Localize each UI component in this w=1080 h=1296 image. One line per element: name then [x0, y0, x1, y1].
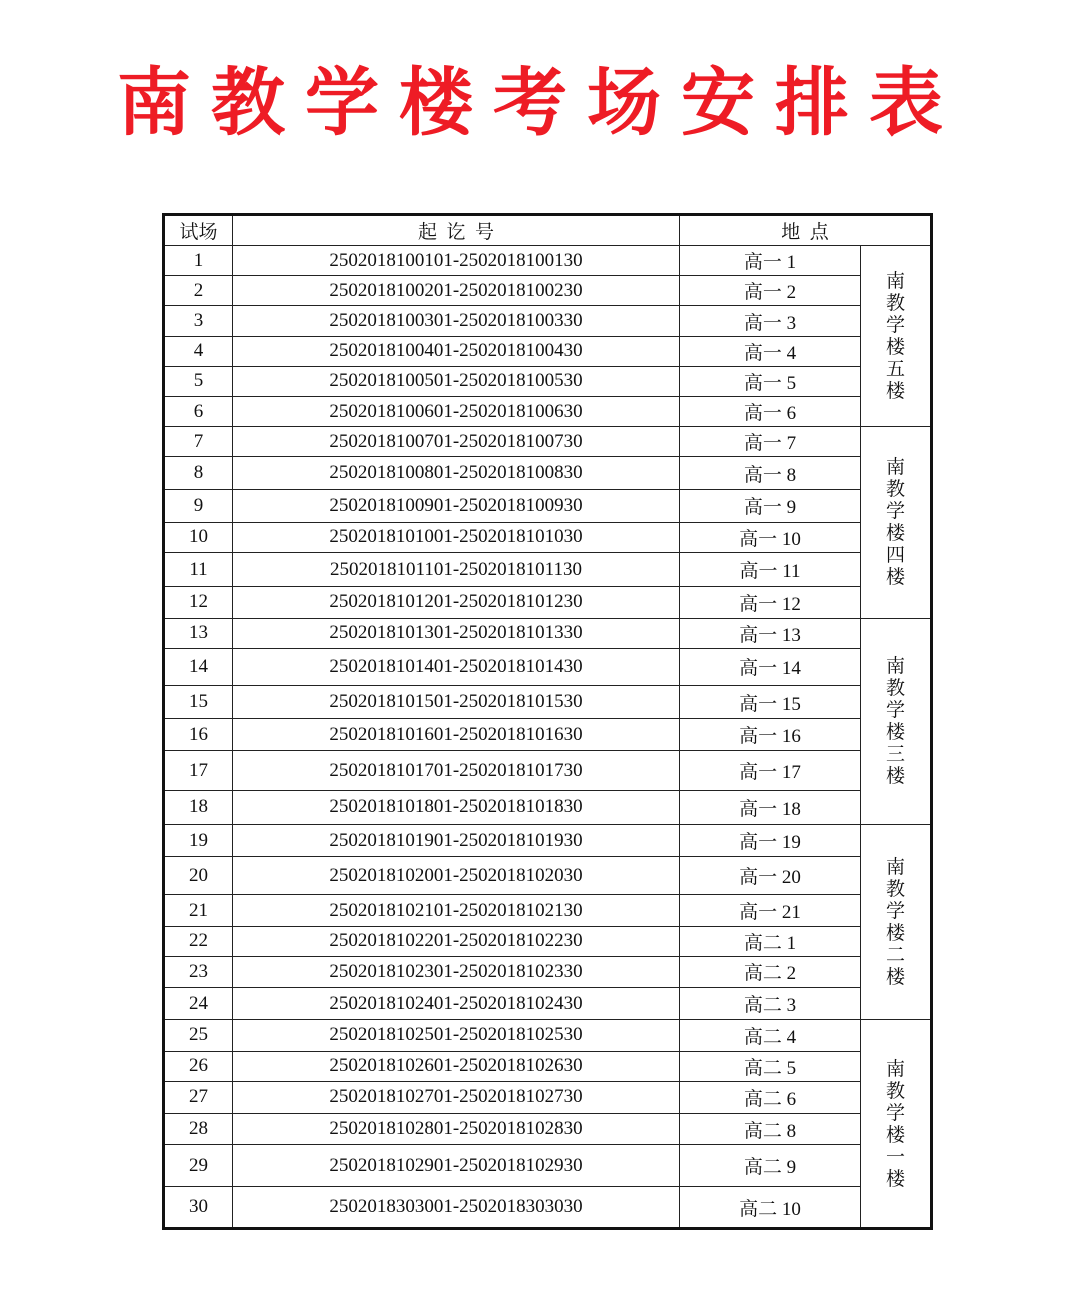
room-number-cell: 26: [164, 1051, 233, 1081]
table-row: [164, 824, 932, 856]
table-row: [164, 751, 932, 790]
classroom-cell: 高二 4: [680, 1020, 861, 1051]
candidate-range-cell: 2502018101201-2502018101230: [233, 587, 680, 618]
candidate-range-cell: 2502018102101-2502018102130: [233, 895, 680, 926]
room-number-cell: 24: [164, 988, 233, 1020]
room-number-cell: 10: [164, 522, 233, 552]
candidate-range-cell: 2502018100501-2502018100530: [233, 366, 680, 396]
candidate-range-cell: 2502018102001-2502018102030: [233, 857, 680, 895]
building-floor-label: 南教学楼五楼: [885, 270, 905, 403]
room-number-cell: 11: [164, 553, 233, 587]
candidate-range-cell: 2502018100601-2502018100630: [233, 397, 680, 427]
table-row: [164, 553, 932, 587]
table-row: [164, 719, 932, 751]
table-row: [164, 397, 932, 427]
candidate-range-cell: 2502018102601-2502018102630: [233, 1051, 680, 1081]
table-row: [164, 246, 932, 276]
candidate-range-cell: 2502018101801-2502018101830: [233, 790, 680, 824]
classroom-cell: 高一 19: [680, 824, 861, 856]
table-row: [164, 895, 932, 926]
room-number-cell: 20: [164, 857, 233, 895]
table-row: [164, 988, 932, 1020]
room-number-cell: 16: [164, 719, 233, 751]
classroom-cell: 高二 6: [680, 1081, 861, 1113]
classroom-cell: 高二 2: [680, 956, 861, 987]
room-number-cell: 4: [164, 336, 233, 366]
classroom-cell: 高二 10: [680, 1187, 861, 1229]
candidate-range-cell: 2502018303001-2502018303030: [233, 1187, 680, 1229]
table-header-row: [164, 215, 932, 246]
candidate-range-cell: 2502018100201-2502018100230: [233, 276, 680, 306]
classroom-cell: 高二 9: [680, 1145, 861, 1187]
classroom-cell: 高一 18: [680, 790, 861, 824]
classroom-cell: 高一 17: [680, 751, 861, 790]
classroom-cell: 高二 5: [680, 1051, 861, 1081]
candidate-range-cell: 2502018101301-2502018101330: [233, 618, 680, 648]
building-floor-cell: [861, 427, 932, 618]
classroom-cell: 高一 6: [680, 397, 861, 427]
classroom-cell: 高一 5: [680, 366, 861, 396]
classroom-cell: 高二 1: [680, 926, 861, 956]
classroom-cell: 高一 14: [680, 648, 861, 685]
candidate-range-cell: 2502018100901-2502018100930: [233, 489, 680, 522]
table-row: [164, 522, 932, 552]
candidate-range-cell: 2502018101701-2502018101730: [233, 751, 680, 790]
room-number-cell: 1: [164, 246, 233, 276]
classroom-cell: 高一 9: [680, 489, 861, 522]
room-number-cell: 23: [164, 956, 233, 987]
classroom-cell: 高二 8: [680, 1113, 861, 1144]
candidate-range-cell: 2502018102401-2502018102430: [233, 988, 680, 1020]
header-location: 地 点: [680, 215, 932, 246]
table-row: [164, 685, 932, 718]
classroom-cell: 高一 1: [680, 246, 861, 276]
table-row: [164, 427, 932, 457]
candidate-range-cell: 2502018102901-2502018102930: [233, 1145, 680, 1187]
exam-schedule-table: [162, 213, 933, 1230]
header-room: 试场: [164, 215, 233, 246]
classroom-cell: 高一 8: [680, 457, 861, 489]
room-number-cell: 28: [164, 1113, 233, 1144]
room-number-cell: 17: [164, 751, 233, 790]
table-row: [164, 366, 932, 396]
room-number-cell: 27: [164, 1081, 233, 1113]
candidate-range-cell: 2502018101901-2502018101930: [233, 824, 680, 856]
building-floor-label: 南教学楼一楼: [885, 1057, 905, 1190]
classroom-cell: 高一 10: [680, 522, 861, 552]
table-row: [164, 857, 932, 895]
table-row: [164, 790, 932, 824]
room-number-cell: 30: [164, 1187, 233, 1229]
room-number-cell: 6: [164, 397, 233, 427]
candidate-range-cell: 2502018102801-2502018102830: [233, 1113, 680, 1144]
room-number-cell: 2: [164, 276, 233, 306]
room-number-cell: 19: [164, 824, 233, 856]
room-number-cell: 8: [164, 457, 233, 489]
classroom-cell: 高一 11: [680, 553, 861, 587]
candidate-range-cell: 2502018101501-2502018101530: [233, 685, 680, 718]
table-row: [164, 1081, 932, 1113]
building-floor-label: 南教学楼三楼: [885, 655, 905, 788]
table-row: [164, 306, 932, 336]
table-row: [164, 457, 932, 489]
header-range: 起 讫 号: [233, 215, 680, 246]
room-number-cell: 29: [164, 1145, 233, 1187]
table-row: [164, 1113, 932, 1144]
room-number-cell: 9: [164, 489, 233, 522]
building-floor-cell: [861, 618, 932, 824]
classroom-cell: 高一 2: [680, 276, 861, 306]
candidate-range-cell: 2502018102201-2502018102230: [233, 926, 680, 956]
table-row: [164, 956, 932, 987]
candidate-range-cell: 2502018100701-2502018100730: [233, 427, 680, 457]
table-row: [164, 1051, 932, 1081]
candidate-range-cell: 2502018100801-2502018100830: [233, 457, 680, 489]
room-number-cell: 22: [164, 926, 233, 956]
classroom-cell: 高一 21: [680, 895, 861, 926]
table-row: [164, 1187, 932, 1229]
table-row: [164, 489, 932, 522]
candidate-range-cell: 2502018100101-2502018100130: [233, 246, 680, 276]
table-row: [164, 276, 932, 306]
classroom-cell: 高一 16: [680, 719, 861, 751]
building-floor-cell: [861, 246, 932, 427]
table-row: [164, 1145, 932, 1187]
classroom-cell: 高一 13: [680, 618, 861, 648]
room-number-cell: 3: [164, 306, 233, 336]
table-row: [164, 336, 932, 366]
room-number-cell: 14: [164, 648, 233, 685]
classroom-cell: 高一 3: [680, 306, 861, 336]
candidate-range-cell: 2502018100301-2502018100330: [233, 306, 680, 336]
classroom-cell: 高一 15: [680, 685, 861, 718]
candidate-range-cell: 2502018101401-2502018101430: [233, 648, 680, 685]
table-row: [164, 587, 932, 618]
candidate-range-cell: 2502018102501-2502018102530: [233, 1020, 680, 1051]
candidate-range-cell: 2502018102301-2502018102330: [233, 956, 680, 987]
room-number-cell: 18: [164, 790, 233, 824]
table-row: [164, 648, 932, 685]
table-row: [164, 926, 932, 956]
room-number-cell: 25: [164, 1020, 233, 1051]
classroom-cell: 高一 4: [680, 336, 861, 366]
room-number-cell: 7: [164, 427, 233, 457]
candidate-range-cell: 2502018101001-2502018101030: [233, 522, 680, 552]
building-floor-label: 南教学楼二楼: [885, 856, 905, 989]
room-number-cell: 21: [164, 895, 233, 926]
room-number-cell: 13: [164, 618, 233, 648]
candidate-range-cell: 2502018101601-2502018101630: [233, 719, 680, 751]
candidate-range-cell: 2502018102701-2502018102730: [233, 1081, 680, 1113]
candidate-range-cell: 2502018101101-2502018101130: [233, 553, 680, 587]
room-number-cell: 12: [164, 587, 233, 618]
table-row: [164, 1020, 932, 1051]
classroom-cell: 高一 7: [680, 427, 861, 457]
classroom-cell: 高二 3: [680, 988, 861, 1020]
room-number-cell: 5: [164, 366, 233, 396]
building-floor-cell: [861, 1020, 932, 1229]
table-body: [164, 246, 932, 1229]
table-row: [164, 618, 932, 648]
page-title: 南教学楼考场安排表: [117, 60, 963, 146]
classroom-cell: 高一 20: [680, 857, 861, 895]
room-number-cell: 15: [164, 685, 233, 718]
building-floor-label: 南教学楼四楼: [885, 456, 905, 589]
classroom-cell: 高一 12: [680, 587, 861, 618]
building-floor-cell: [861, 824, 932, 1019]
candidate-range-cell: 2502018100401-2502018100430: [233, 336, 680, 366]
